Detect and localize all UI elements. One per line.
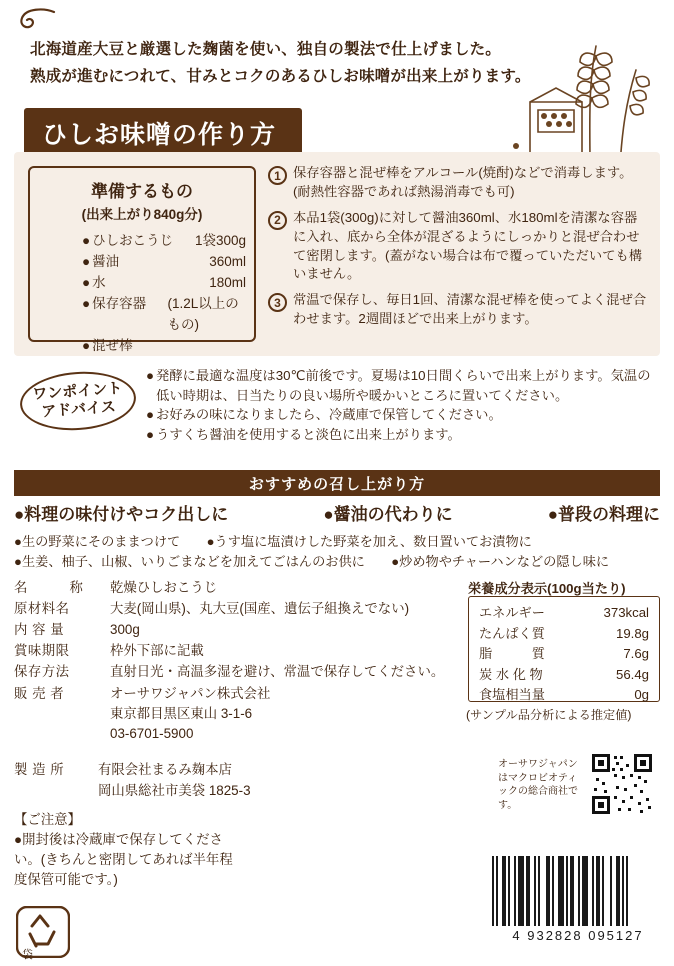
list-item: ● 混ぜ棒 [82,337,133,353]
list-item: ● 発酵に最適な温度は30℃前後です。夏場は10日間くらいで出来上がります。気温の低い時期は、日当たりの良い場所や暖かいところに置いてください。 [146,366,656,405]
advice-text: うすくち醤油を使用すると淡色に出来上がります。 [156,427,461,443]
advice-badge-line-1: ワンポイント [31,379,123,404]
advice-badge-line-2: アドバイス [40,398,117,421]
recommend-header: おすすめの召し上がり方 [14,470,660,496]
spec-key: 原材料名 [14,601,70,617]
step-number: 1 [268,166,287,185]
spec-key: 内 容 量 [14,622,65,638]
preparation-subtitle: (出来上がり840g分) [81,207,203,222]
advice-list [146,366,656,445]
table-row [479,624,649,645]
step-number: 2 [268,211,287,230]
spec-value: 枠外下部に記載 [110,643,204,659]
list-item: ● 水 180ml [82,274,246,290]
table-row [14,620,462,640]
manufacturer-name: 有限会社まるみ麹本店 [98,762,232,777]
advice-text: 発酵に最適な温度は30℃前後です。夏場は10日間くらいで出来上がります。気温の低い時期は、日当たりの良い場所や暖かいところに置いてください。 [156,368,651,403]
recommend-item-2: ●醤油の代わりに [323,505,453,524]
table-row [14,684,462,744]
table-row [479,603,649,624]
preparation-list [42,231,254,357]
spec-key: 名 称 [14,580,84,595]
list-item: ● 醤油 360ml [82,253,246,269]
recipe-panel [14,152,660,356]
spec-value: 大麦(岡山県)、丸大豆(国産、遺伝子組換えでない) [110,601,410,617]
recommend-row [14,500,660,525]
intro-line-1: 北海道産大豆と厳選した麹菌を使い、独自の製法で仕上げました。 [30,41,502,58]
recycle-label: 袋 [22,949,33,961]
spec-value: 乾燥ひしおこうじ [110,580,218,595]
nutrition-note: (サンプル品分析による推定値) [466,708,632,722]
table-row [14,599,462,619]
barcode-block [492,856,664,943]
table-row [479,665,649,686]
seller-phone: 03-6701-5900 [110,725,194,741]
advice-badge [18,368,138,434]
barcode [492,856,664,926]
table-row [14,760,462,781]
nutrition-value: 7.6g [623,646,649,662]
caution-body: ●開封後は冷蔵庫で保存してください。(きちんと密閉してあれば半年程度保管可能です。) [14,832,233,888]
manufacturer-block [14,760,462,802]
recommend-note-2: ●生姜、柚子、山椒、いりごまなどを加えてごはんのお供に ●炒め物やチャーハンなどの隠し味に [14,553,610,569]
step-text: 本品1袋(300g)に対して醤油360ml、水180mlを清潔な容器に入れ、底から全体が混ざるようにしっかりと混ぜ合わせて密閉します。(蓋がない場合は布で覆っていただいても構いません。 [293,209,643,282]
spec-value: 300g [110,622,140,638]
spec-value [110,684,462,744]
manufacturer-key: 製 造 所 [14,762,65,777]
nutrition-value: 0g [634,687,649,703]
nutrition-key: 脂 質 [479,646,545,662]
advice-text: お好みの味になりましたら、冷蔵庫で保管してください。 [156,407,502,423]
list-item [268,291,648,329]
table-row [14,662,462,682]
advice-section [14,366,660,462]
nutrition-title: 栄養成分表示(100g当たり) [468,581,626,596]
seller-name: オーサワジャパン株式会社 [110,685,271,701]
nutrition-value: 19.8g [615,625,649,641]
qr-note: オーサワジャパンはマクロビオティックの総合商社です。 [498,759,578,811]
recommend-notes [14,532,666,572]
step-text: 保存容器と混ぜ棒をアルコール(焼酎)などで消毒します。(耐熱性容器であれば熱湯消毒でも可) [293,165,633,199]
list-item [268,164,648,202]
nutrition-value: 373kcal [603,605,649,620]
seller-address: 東京都目黒区東山 3-1-6 [110,705,253,721]
recommend-note-1: ●生の野菜にそのままつけて ●うす塩に塩漬けした野菜を加え、数日置いてお漬物に [14,534,532,549]
product-spec-table [14,578,462,745]
nutrition-key: エネルギー [479,605,545,620]
list-item: ● お好みの味になりましたら、冷蔵庫で保管してください。 [146,405,656,425]
spec-key: 販 売 者 [14,685,65,701]
spec-value: 直射日光・高温多湿を避け、常温で保存してください。 [110,664,445,680]
recipe-steps [268,164,648,336]
qr-code [590,752,654,816]
recommend-item-1: ●料理の味付けやコク出しに [14,505,229,524]
section-title-recipe: ひしお味噌の作り方 [24,108,302,160]
step-number: 3 [268,293,287,312]
preparation-title: 準備するもの [91,182,193,201]
preparation-box [28,166,256,353]
barcode-number: 4 932828 095127 [512,928,644,943]
caution-block [14,810,244,890]
list-item: ● 保存容器 (1.2L以上のもの) [82,295,239,332]
caution-title: 【ご注意】 [14,812,81,827]
nutrition-key: 炭 水 化 物 [479,666,543,682]
table-row [14,641,462,661]
intro-line-2: 熟成が進むにつれて、甘みとコクのあるひしお味噌が出来上がります。 [30,68,531,86]
step-text: 常温で保存し、毎日1回、清潔な混ぜ棒を使ってよく混ぜ合わせます。2週間ほどで出来上がります。 [293,292,647,327]
list-item: ● ひしおこうじ 1袋300g [82,233,246,248]
table-row [14,578,462,598]
nutrition-key: 食塩相当量 [479,687,545,703]
manufacturer-address: 岡山県総社市美袋 1825-3 [98,782,251,798]
list-item [268,209,648,285]
list-item: ● うすくち醤油を使用すると淡色に出来上がります。 [146,425,656,445]
nutrition-table [468,596,660,702]
spec-key: 保存方法 [14,664,70,680]
recommend-item-3: ●普段の料理に [547,505,660,524]
spec-key: 賞味期限 [14,643,70,659]
nutrition-key: たんぱく質 [479,625,545,641]
table-row [479,685,649,706]
table-row [479,644,649,665]
nutrition-value: 56.4g [615,666,649,682]
